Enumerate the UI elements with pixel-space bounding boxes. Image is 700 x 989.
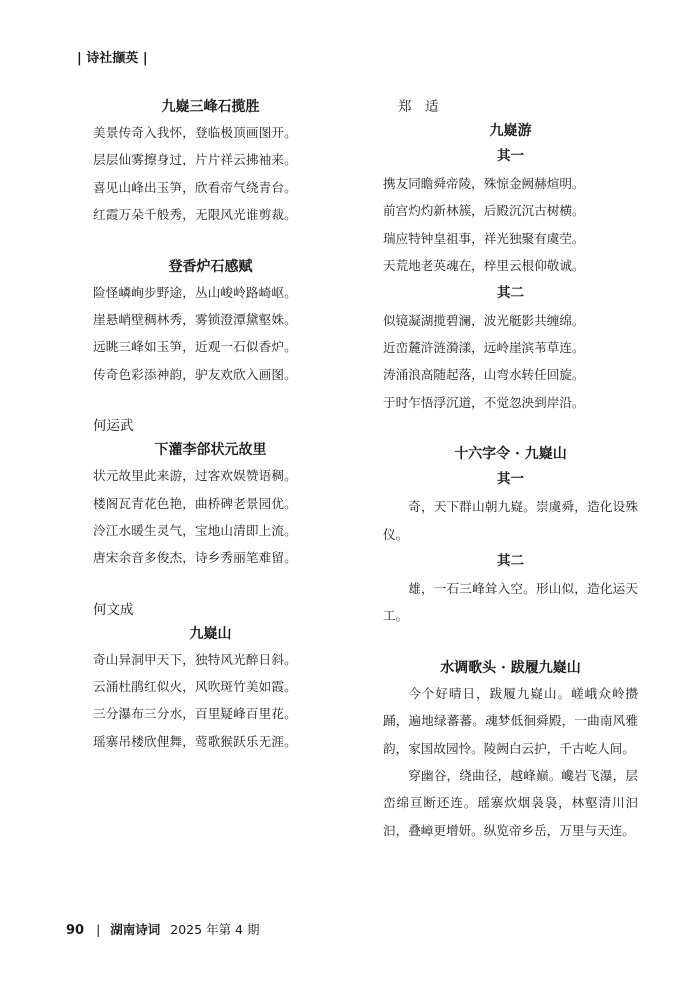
poem-subtitle: 其二	[497, 284, 524, 301]
poem-paragraph: 奇，天下群山朝九嶷。崇虞舜，造化设殊仪。	[383, 499, 638, 542]
poem-line: 前宫灼灼新林簇，后殿沉沉古树横。	[383, 203, 585, 219]
poem-body	[93, 646, 328, 756]
author-name: 何运武	[93, 418, 134, 435]
magazine-logo: 湖南诗词	[110, 922, 161, 937]
issue-label: 2025 年第 4 期	[170, 922, 260, 937]
poem-line: 红霞万朵千般秀，无限风光谁剪裁。	[93, 207, 297, 223]
page-footer	[66, 920, 259, 938]
poem-subtitle: 其二	[497, 552, 524, 569]
poem-line: 传奇色彩添神韵，驴友欢欣入画图。	[93, 366, 297, 382]
poem-line: 近峦麓浒涟漪漾，远岭崖滨苇草连。	[383, 339, 585, 355]
poem-line: 于时乍悟浮沉道，不觉忽泱到岸沿。	[383, 394, 585, 410]
poem-line: 美景传奇入我怀，登临极顶画图开。	[93, 125, 297, 140]
poem-line: 三分瀑布三分水，百里疑峰百里花。	[93, 706, 297, 722]
poem-line: 楼阁瓦青花色艳，曲桥碑老景园优。	[93, 495, 297, 511]
poem-line: 险怪嶙峋步野途，丛山峻岭路崎岖。	[93, 284, 297, 300]
section-bar-left: |	[77, 51, 82, 66]
poem-paragraph: 穿幽谷，绕曲径，越峰巅。巉岩飞瀑，层峦绵亘断还连。瑶寨炊烟袅袅，林壑清川汩汩，叠嶂更增妍。纵览帝乡岳，万里与天连。	[383, 767, 638, 838]
poem-body	[383, 307, 638, 417]
section-tag	[77, 47, 148, 66]
poem-title: 下灌李郃状元故里	[154, 442, 267, 459]
poem-line: 涛涌浪高随起落，山弯水转任回旋。	[383, 367, 585, 383]
poem-line: 状元故里此来游，过客欢娱赞语稠。	[93, 468, 297, 484]
page-number: 90	[66, 923, 85, 938]
footer-divider: |	[96, 922, 101, 937]
poem-line: 云涌杜鹃红似火，风吹斑竹美如霞。	[93, 679, 297, 695]
poem-subtitle: 其一	[497, 471, 524, 488]
poem-line: 层层仙雾擦身过，片片祥云拂袖来。	[93, 152, 297, 168]
poem-title: 九嶷三峰石揽胜	[161, 99, 260, 115]
poem-body	[93, 279, 328, 389]
author-name: 何文成	[93, 601, 134, 618]
poem-line: 携友同瞻舜帝陵，殊惊金阙赫煊明。	[383, 176, 585, 191]
right-column	[383, 95, 638, 844]
poem-line: 似镜凝湖揽碧澜，波光艇影共缠绵。	[383, 312, 585, 328]
poem-line: 崖悬峭壁稠林秀，雾锁澄潭黛壑姝。	[93, 311, 297, 327]
poem-line: 远眺三峰如玉笋，近观一石似香炉。	[93, 339, 297, 355]
author-name: 郑 适	[398, 99, 439, 115]
poem-title: 九嶷游	[489, 123, 532, 139]
poem-line: 瑞应特钟皇祖事，祥光独聚有虞茔。	[383, 230, 585, 246]
section-bar-right: |	[142, 51, 148, 66]
poem-title: 九嶷山	[189, 625, 232, 642]
poem-body	[383, 170, 638, 280]
poem-paragraph: 雄，一石三峰耸入空。形山似，造化运天工。	[383, 580, 638, 624]
poem-line: 泠江水暖生灵气，宝地山清即上流。	[93, 522, 297, 538]
left-column	[93, 95, 328, 755]
poem-line: 唐宋余音多俊杰，诗乡秀丽笔难留。	[93, 550, 297, 566]
poem-title: 十六字令 · 九嶷山	[454, 446, 567, 463]
poem-title: 水调歌头 · 跋履九嶷山	[440, 659, 581, 676]
poem-line: 瑶寨吊楼欣俚舞，莺歌猴跃乐无涯。	[93, 733, 297, 749]
poem-subtitle: 其一	[497, 148, 524, 164]
poem-body	[93, 119, 328, 229]
poem-paragraph: 今个好晴日，跋履九嶷山。嵯峨众岭攒踊，遍地绿蕃蕃。魂梦低徊舜殿，一曲南风雅韵，家国故园怜。陵阙白云护，千古屹人间。	[383, 685, 638, 756]
poem-title: 登香炉石感赋	[168, 258, 253, 275]
poem-body	[93, 462, 328, 572]
section-name: 诗社撷英	[86, 51, 139, 66]
poem-line: 喜见山峰出玉笋，欣看帝气绕青台。	[93, 179, 297, 195]
poem-line: 天荒地老英魂在，梓里云根仰敬诚。	[383, 258, 585, 274]
poem-line: 奇山异洞甲天下，独特风光醉日斜。	[93, 651, 297, 667]
